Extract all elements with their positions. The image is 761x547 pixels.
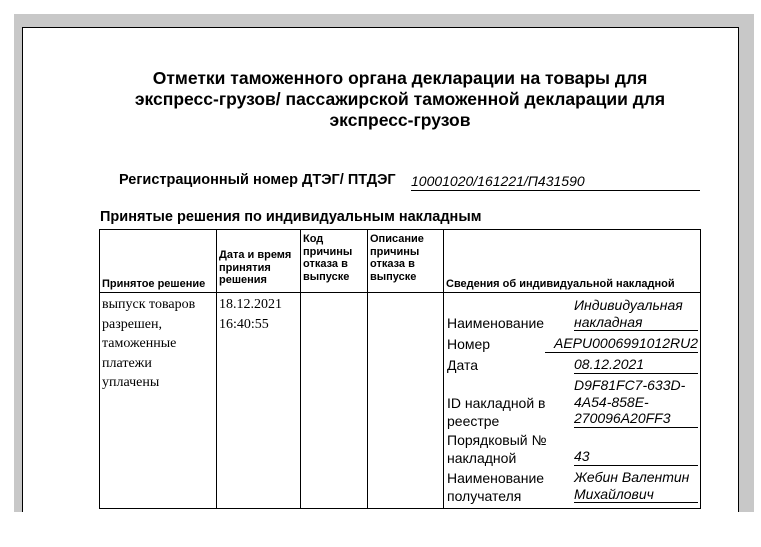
decision-line: таможенные xyxy=(102,336,177,351)
header-decision-text: Принятое решение xyxy=(102,278,206,290)
recipient-value-line: Жебин Валентин xyxy=(574,469,690,485)
header-code-line: Код xyxy=(303,233,324,245)
name-value-line: накладная xyxy=(574,313,643,330)
name-value-line: Индивидуальная xyxy=(574,297,683,313)
header-code-line: отказа в xyxy=(303,258,348,270)
header-datetime-line: принятия xyxy=(219,261,271,274)
recipient-value-line: Михайлович xyxy=(574,485,654,502)
section-title: Принятые решения по индивидуальным накладным xyxy=(100,209,482,225)
number-label: Номер xyxy=(447,336,491,352)
table-col-divider-2 xyxy=(300,229,301,509)
registry-id-label-line: реестре xyxy=(447,413,500,429)
header-reject-description xyxy=(370,233,424,283)
number-value: AEPU0006991012RU2 xyxy=(545,335,698,353)
document-title xyxy=(100,68,700,131)
header-desc-line: отказа в xyxy=(370,258,415,270)
recipient-label xyxy=(447,469,544,505)
title-line-1: Отметки таможенного органа декларации на товары для xyxy=(152,68,648,88)
decision-time: 16:40:55 xyxy=(219,316,269,332)
header-datetime-line: решения xyxy=(219,274,267,286)
header-reject-code xyxy=(303,233,352,283)
table-col-divider-1 xyxy=(216,229,217,509)
date-label: Дата xyxy=(447,357,479,373)
name-label: Наименование xyxy=(447,315,545,331)
table-row-bottom-border xyxy=(99,508,701,509)
table-top-border xyxy=(99,229,701,230)
header-datetime-line: Дата и время xyxy=(219,249,292,261)
header-code-line: выпуске xyxy=(303,270,350,283)
registry-id-value xyxy=(574,377,698,428)
header-info-text: Сведения об индивидуальной накладной xyxy=(446,278,675,290)
table-right-border xyxy=(700,229,701,509)
registry-id-label-line: ID накладной в xyxy=(447,395,546,411)
header-desc-line: причины xyxy=(370,245,420,258)
registry-id-line: 4A54-858E- xyxy=(574,393,649,410)
recipient-label-line: получателя xyxy=(447,488,522,504)
date-value: 08.12.2021 xyxy=(574,356,698,374)
header-desc-line: выпуске xyxy=(370,270,417,283)
name-value xyxy=(574,297,698,331)
header-datetime xyxy=(219,249,291,287)
table-col-divider-4 xyxy=(443,229,444,509)
registry-id-line: 270096A20FF3 xyxy=(574,410,671,426)
table-header-bottom-border xyxy=(99,292,701,293)
sequence-value: 43 xyxy=(574,448,698,466)
registration-value: 10001020/161221/П431590 xyxy=(411,172,700,191)
header-invoice-info xyxy=(446,278,675,291)
recipient-value xyxy=(574,469,698,503)
decision-line: разрешен, xyxy=(102,316,162,332)
header-desc-line: Описание xyxy=(370,233,424,245)
cell-datetime xyxy=(219,295,282,334)
sequence-label-line: Порядковый № xyxy=(447,432,547,448)
decision-line: платежи xyxy=(102,355,152,371)
decision-date: 18.12.2021 xyxy=(219,297,282,312)
decision-line: уплачены xyxy=(102,375,160,390)
title-line-2: экспресс-грузов/ пассажирской таможенной декларации для xyxy=(134,89,666,109)
title-line-3: экспресс-грузов xyxy=(329,110,471,130)
decision-line: выпуск товаров xyxy=(102,297,196,312)
sequence-label xyxy=(447,431,547,467)
table-left-border xyxy=(99,229,100,509)
recipient-label-line: Наименование xyxy=(447,470,545,486)
cell-decision xyxy=(102,295,195,393)
header-code-line: причины xyxy=(303,245,353,258)
registration-label: Регистрационный номер ДТЭГ/ ПТДЭГ xyxy=(119,172,396,188)
sequence-label-line: накладной xyxy=(447,450,517,466)
table-col-divider-3 xyxy=(367,229,368,509)
registry-id-label xyxy=(447,394,545,430)
registry-id-line: D9F81FC7-633D- xyxy=(574,377,686,393)
header-decision xyxy=(102,278,205,291)
